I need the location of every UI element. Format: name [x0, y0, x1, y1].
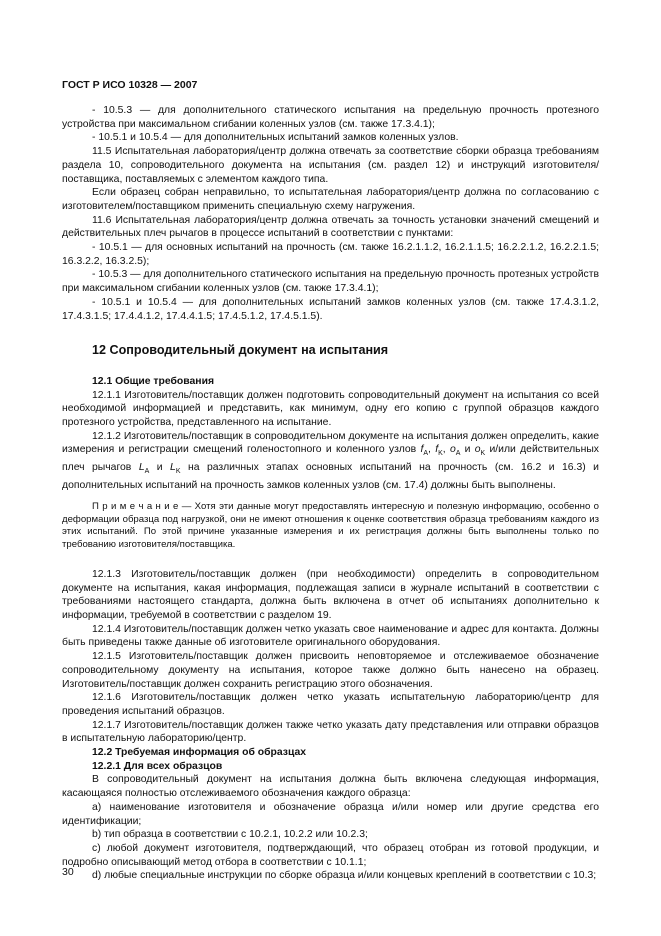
paragraph: - 10.5.3 — для дополнительного статического испытания на предельную прочность протезных устройств при максимальном сгибании коленных узлов (см. также 17.3.4.1); — [62, 269, 599, 295]
paragraph: 12.1.6 Изготовитель/поставщик должен четко указать испытательную лабораторию/центр для проведения испытаний образцов. — [62, 692, 599, 717]
paragraph: Если образец собран неправильно, то испытательная лаборатория/центр должна по согласованию с изготовителем/поставщиком применить специальную схему нагружения. — [62, 187, 599, 212]
subsection-title: 12.2 Требуемая информация об образцах — [92, 747, 307, 759]
text-fragment: и/или действительных плеч рычагов — [62, 444, 599, 474]
paragraph: - 10.5.1 и 10.5.4 — для дополнительных испытаний замков коленных узлов. — [92, 132, 459, 144]
paragraph: 11.5 Испытательная лаборатория/центр должна отвечать за соответствие сборки образца требованиям раздела 10, сопроводительного документа на испытания (см. раздел 12) и инструкций изготовителя/поставщика, поставляемых с элементом каждого типа. — [62, 146, 599, 185]
list-item: а) наименование изготовителя и обозначение образца и/или номер или другие средства его идентификации; — [62, 801, 599, 827]
text-fragment: на различных этапах основных испытаний на прочность (см. 16.2 и 16.3) и дополнительных испытаний на прочность замков коленных узлов (см. 17.4) должны быть выполнены. — [62, 462, 599, 492]
document-body — [62, 104, 599, 883]
paragraph: 12.1.1 Изготовитель/поставщик должен подготовить сопроводительный документ на испытания со всей необходимой информацией и представить, как минимум, одну его копию с группой образцов каждого протезного устройства, представленного на испытание. — [62, 389, 599, 429]
document-header: ГОСТ Р ИСО 10328 — 2007 — [62, 79, 198, 91]
section-title: 12 Сопроводительный документ на испытания — [92, 343, 389, 358]
text-fragment: 12.1.2 Изготовитель/поставщик в сопроводительном документе на испытания должен определить, какие измерения и регистрации смещений голеностопного и коленного узлов — [62, 430, 599, 456]
note: П р и м е ч а н и е — Хотя эти данные могут предоставлять интересную и полезную информацию, особенно о деформации образца под нагрузкой, они не имеют отношения к оценке соответствия образца требованиям каждого из этих испытаний. По этой причине указанные измерения и их регистрация должны быть выполнены только по требованию изготовителя/поставщика. — [62, 500, 599, 551]
paragraph: - 10.5.1 и 10.5.4 — для дополнительных испытаний замков коленных узлов (см. также 17.4.3.1.2, 17.4.3.1.5; 17.4.4.1.2, 17.4.4.1.5; 17.4.5.1.2, 17.4.5.1.5). — [62, 296, 599, 322]
paragraph: 12.1.7 Изготовитель/поставщик должен также четко указать дату представления или отправки образцов в испытательную лабораторию/центр. — [62, 719, 599, 745]
paragraph: 12.1.3 Изготовитель/поставщик должен (при необходимости) определить в сопроводительном документе на испытания, какая информация, подлежащая записи в журнале испытаний в соответствии с требованиями настоящего стандарта, должна быть включена в отчет об испытаниях дополнительно к информации, требуемой в соответствии с разделом 19. — [62, 568, 599, 622]
subsection-title: 12.1 Общие требования — [92, 375, 215, 387]
paragraph: - 10.5.1 — для основных испытаний на прочность (см. также 16.2.1.1.2, 16.2.1.1.5; 16.2.2.1.2, 16.2.2.1.5; 16.3.2.2, 16.3.2.5); — [62, 242, 599, 267]
paragraph: 12.1.2 Изготовитель/поставщик в сопроводительном документе на испытания должен определить, какие измерения и регистрации смещений голеностопного и коленного узлов $f_A$, $f_K$, $o_A$ и $o_K$ и/или действительных плеч рычагов $L_A$ и $L_K$ на различных этапах основных испытаний на прочность (см. 16.2 и 16.3) и дополнительных испытаний на прочность замков коленных узлов (см. 17.4) должны быть выполнены. — [62, 430, 599, 492]
subsection-title: 12.2.1 Для всех образцов — [92, 760, 223, 772]
paragraph: - 10.5.3 — для дополнительного статического испытания на предельную прочность протезного устройства при максимальном сгибании коленных узлов (см. также 17.3.4.1); — [62, 105, 599, 130]
paragraph: В сопроводительный документ на испытания должна быть включена следующая информация, касающаяся полностью отслеживаемого обозначения каждого образца: — [62, 774, 599, 800]
paragraph: 11.6 Испытательная лаборатория/центр должна отвечать за точность установки значений смещений и действительных плеч рычагов в процессе испытаний в соответствии с пунктами: — [62, 214, 599, 240]
list-item: b) тип образца в соответствии с 10.2.1, 10.2.2 или 10.2.3; — [92, 829, 368, 841]
page-number: 30 — [62, 866, 74, 878]
list-item: d) любые специальные инструкции по сборке образца и/или концевых креплений в соответствии с 10.3; — [92, 870, 597, 882]
paragraph: 12.1.4 Изготовитель/поставщик должен четко указать свое наименование и адрес для контакта. Должны быть приведены также данные об изготовителе оригинального оборудования. — [62, 623, 599, 649]
paragraph: 12.1.5 Изготовитель/поставщик должен присвоить неповторяемое и отслеживаемое обозначение сопроводительному документу на испытания, которое также должно быть нанесено на образец. Изготовитель/поставщик должен сохранить регистрацию этого обозначения. — [62, 651, 599, 690]
list-item: c) любой документ изготовителя, подтверждающий, что образец отобран из готовой продукции, и подробно описывающий метод отбора в соответствии с 10.1.1; — [62, 842, 599, 868]
